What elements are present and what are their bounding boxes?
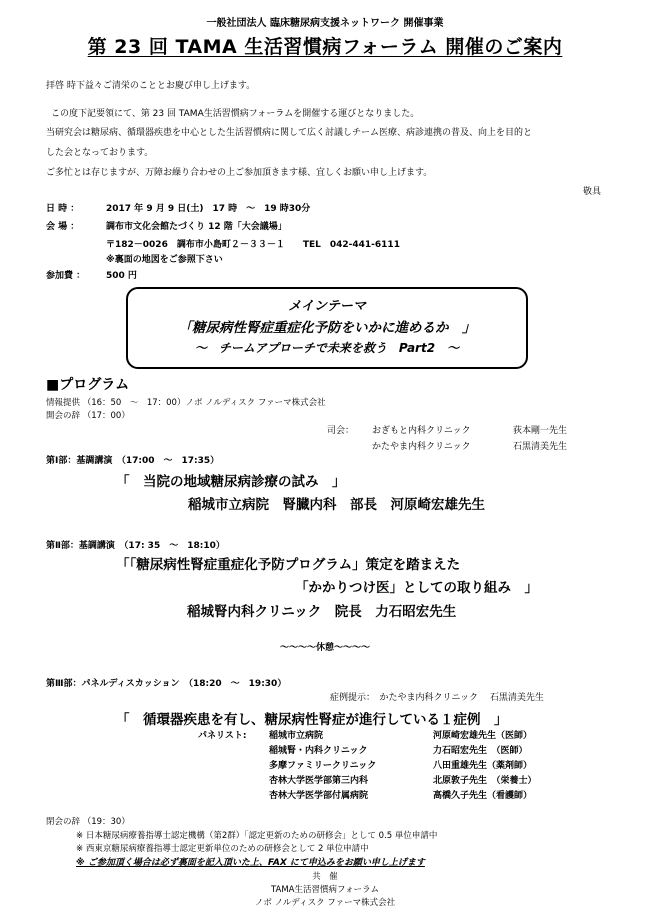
case-presenter: 症例提示： かたやま内科クリニック 石黒清美先生 (330, 693, 544, 703)
paragraph-1: この度下記要領にて、第 23 回 TAMA生活習慣病フォーラムを開催する運びとなりました。 (51, 109, 420, 119)
sponsor-1: TAMA生活習慣病フォーラム (271, 885, 379, 895)
theme-label: メインテーマ (288, 299, 366, 314)
map-note: ※裏面の地図をご参照下さい (106, 255, 223, 265)
venue-value: 調布市文化会館たづくり 12 階「大会議場」 (106, 222, 287, 232)
page-title: 第 23 回 TAMA 生活習慣病フォーラム 開催のご案内 (87, 36, 563, 58)
part2-title-2: 「かかりつけ医」としての取り組み 」 (295, 580, 538, 596)
part2-speaker: 稲城腎内科クリニック 院長 力石昭宏先生 (187, 604, 457, 620)
panelist-org-4: 杏林大学医学部第三内科 (269, 776, 369, 786)
opening-remarks: 開会の辞 （17：00） (46, 411, 130, 421)
panelist-label: パネリスト: (198, 731, 247, 741)
address: 〒182－0026 調布市小島町２－３３－１ TEL 042-441-6111 (106, 240, 400, 250)
date-label: 日 時 ： (46, 204, 80, 214)
chair-name-2: 石黒清美先生 (513, 442, 568, 452)
note-2: ※ 西東京糖尿病療養指導士認定更新単位のための研修会として 2 単位申請中 (76, 844, 369, 854)
chair-org-2: かたやま内科クリニック (372, 442, 471, 452)
chair-label: 司会： (327, 426, 355, 436)
panelist-org-3: 多摩ファミリークリニック (269, 761, 377, 771)
part3-title: 「 循環器疾患を有し、糖尿病性腎症が進行している１症例 」 (116, 712, 508, 728)
part3-label: 第Ⅲ部：パネルディスカッション （18:20 ～ 19:30） (46, 679, 287, 689)
part2-label: 第Ⅱ部：基調講演 （17: 35 ～ 18:10） (46, 541, 225, 551)
closing-remarks: 閉会の辞 （19：30） (46, 817, 130, 827)
fee-label: 参加費 ： (46, 271, 86, 281)
sponsor-label: 共 催 (312, 872, 338, 882)
panelist-name-4: 北原敦子先生 （栄養士） (433, 776, 537, 786)
info-provision: 情報提供 （16：50 ～ 17：00）ノボ ノルディスク ファーマ株式会社 (46, 398, 326, 408)
program-heading: ■プログラム (46, 377, 130, 393)
panelist-name-2: 力石昭宏先生 （医師） (433, 746, 528, 756)
greeting: 拝啓 時下益々ご清栄のこととお慶び申し上げます。 (46, 81, 256, 91)
note-1: ※ 日本糖尿病療養指導士認定機構（第2群）「認定更新のための研修会」として 0.5 単位申請中 (76, 831, 438, 841)
fee-value: 500 円 (106, 271, 137, 281)
organizer-line: 一般社団法人 臨床糖尿病支援ネットワーク 開催事業 (206, 18, 444, 29)
closing-word: 敬具 (583, 187, 602, 197)
panelist-org-1: 稲城市立病院 (269, 731, 324, 741)
chair-org-1: おぎもと内科クリニック (372, 426, 471, 436)
theme-sub: ～ チームアプローチで未来を救う Part2 ～ (194, 341, 460, 355)
panelist-org-5: 杏林大学医学部付属病院 (269, 791, 369, 801)
paragraph-2b: した会となっております。 (46, 148, 154, 158)
main-theme-box (126, 287, 528, 369)
break-line: ～～～～休憩～～～～ (279, 643, 370, 653)
paragraph-2a: 当研究会は糖尿病、循環器疾患を中心とした生活習慣病に関して広く討議しチーム医療、病診連携の普及、向上を目的と (46, 128, 533, 138)
part1-speaker: 稲城市立病院 腎臓内科 部長 河原崎宏雄先生 (188, 497, 485, 513)
sponsor-2: ノボ ノルディスク ファーマ株式会社 (254, 898, 396, 908)
paragraph-3: ご多忙とは存じますが、万障お繰り合わせの上ご参加頂きます様、宜しくお願い申し上げます。 (46, 168, 433, 178)
date-value: 2017 年 9 月 9 日(土) 17 時 ～ 19 時30分 (106, 204, 311, 214)
part1-title: 「 当院の地域糖尿病診療の試み 」 (116, 474, 346, 490)
panelist-name-5: 高橋久子先生（看護師） (433, 791, 533, 801)
part2-title-1: 「「糖尿病性腎症重症化予防プログラム」策定を踏まえた (116, 557, 461, 573)
panelist-name-3: 八田重雄先生（薬剤師） (433, 761, 533, 771)
theme-main: 「糖尿病性腎症重症化予防をいかに進めるか 」 (178, 320, 476, 336)
note-3: ※ ご参加頂く場合は必ず裏面を記入頂いた上、FAX にて申込みをお願い申し上げます (76, 858, 425, 868)
venue-label: 会 場 ： (46, 222, 80, 232)
panelist-org-2: 稲城腎・内科クリニック (269, 746, 368, 756)
part1-label: 第Ⅰ部：基調講演 （17:00 ～ 17:35） (46, 456, 220, 466)
panelist-name-1: 河原崎宏雄先生（医師） (433, 731, 533, 741)
chair-name-1: 荻本剛一先生 (513, 426, 568, 436)
